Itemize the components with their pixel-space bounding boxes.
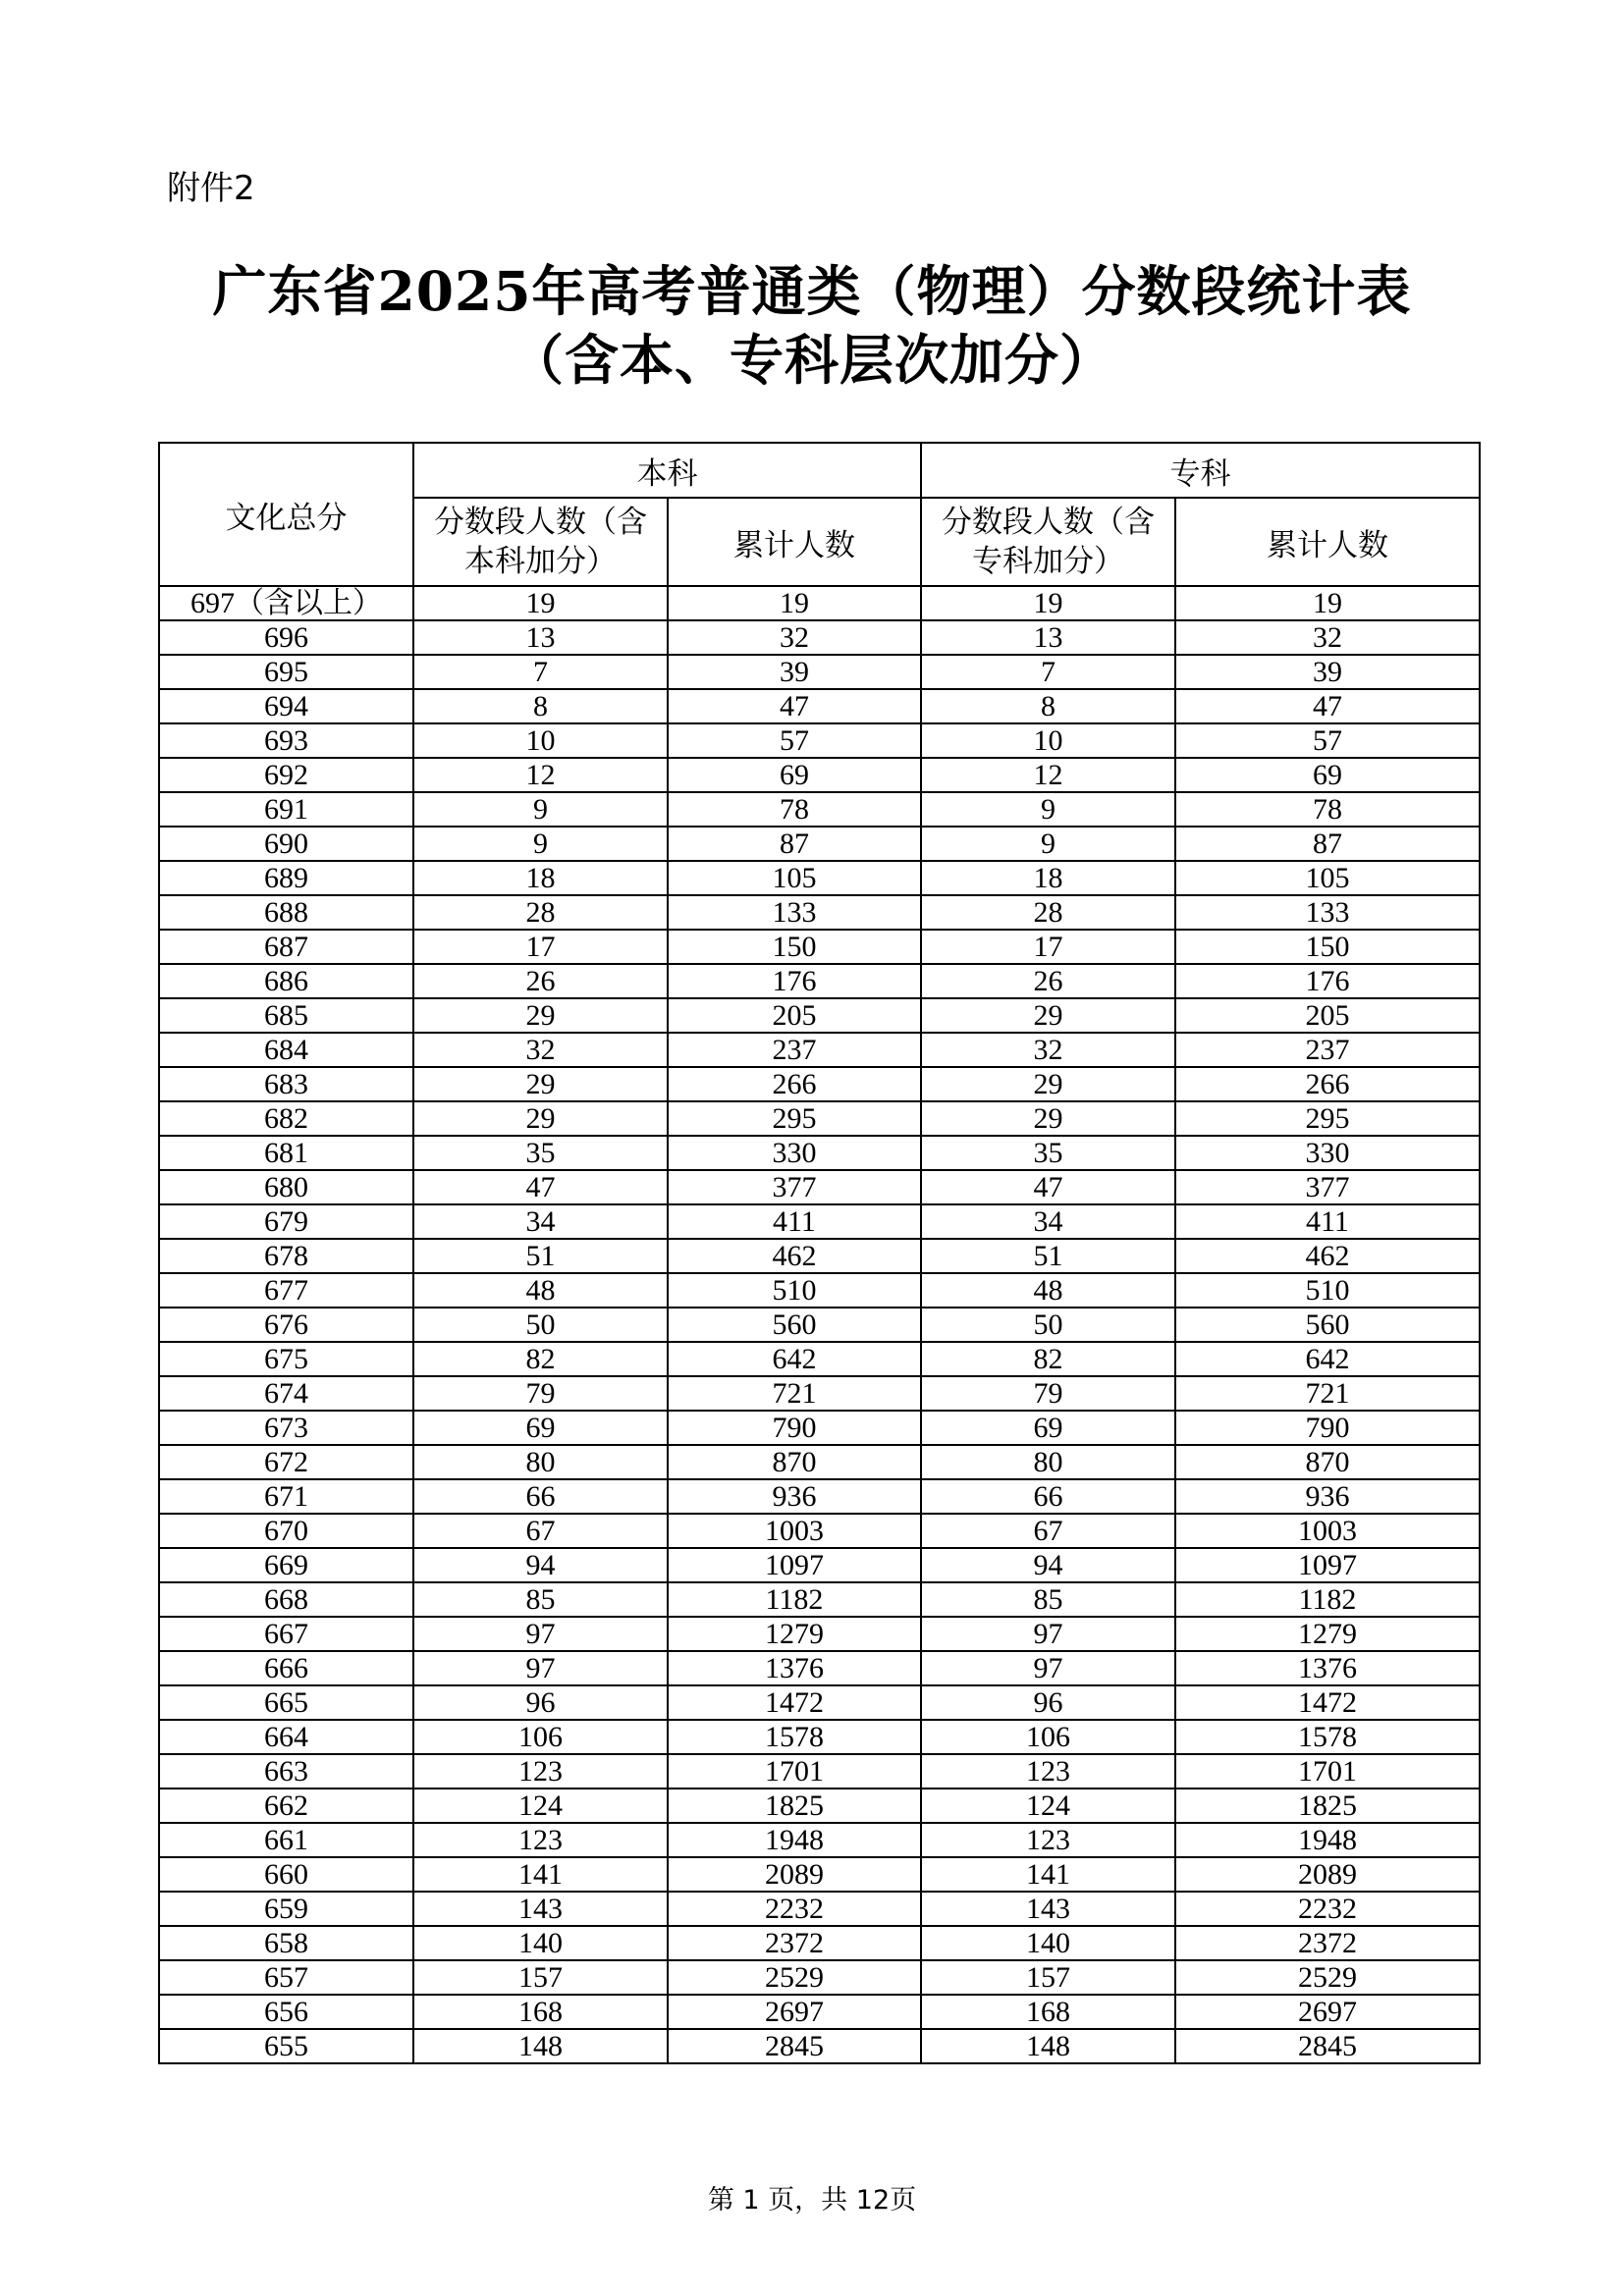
table-row [159,792,1480,827]
cell-junior-count: 97 [921,1651,1175,1685]
cell-undergrad-cumulative: 1376 [668,1651,921,1685]
cell-undergrad-cumulative: 1279 [668,1617,921,1651]
cell-junior-count: 28 [921,895,1175,930]
cell-junior-count: 29 [921,998,1175,1033]
cell-total-score: 677 [159,1273,413,1308]
cell-undergrad-count: 82 [413,1342,668,1376]
cell-undergrad-count: 9 [413,792,668,827]
cell-undergrad-count: 29 [413,1067,668,1101]
cell-undergrad-count: 69 [413,1411,668,1445]
page-subtitle: （含本、专科层次加分） [509,328,1114,392]
cell-junior-count: 50 [921,1308,1175,1342]
cell-junior-count: 26 [921,964,1175,998]
cell-undergrad-cumulative: 462 [668,1239,921,1273]
cell-undergrad-cumulative: 266 [668,1067,921,1101]
cell-junior-count: 35 [921,1136,1175,1170]
table-row [159,1136,1480,1170]
table-row [159,1033,1480,1067]
cell-undergrad-cumulative: 870 [668,1445,921,1479]
cell-junior-count: 143 [921,1892,1175,1926]
cell-junior-count: 124 [921,1789,1175,1823]
cell-junior-count: 34 [921,1204,1175,1239]
cell-junior-cumulative: 642 [1175,1342,1480,1376]
table-row [159,930,1480,964]
cell-junior-cumulative: 1472 [1175,1685,1480,1720]
cell-junior-cumulative: 295 [1175,1101,1480,1136]
cell-total-score: 688 [159,895,413,930]
header-undergrad-count-line2: 本科加分） [464,544,617,579]
cell-undergrad-count: 32 [413,1033,668,1067]
table-row [159,1892,1480,1926]
cell-junior-cumulative: 1279 [1175,1617,1480,1651]
table-row [159,1273,1480,1308]
cell-undergrad-cumulative: 721 [668,1376,921,1411]
cell-junior-cumulative: 69 [1175,758,1480,792]
cell-junior-count: 66 [921,1479,1175,1514]
cell-junior-cumulative: 150 [1175,930,1480,964]
cell-junior-cumulative: 47 [1175,689,1480,723]
cell-junior-count: 13 [921,620,1175,655]
cell-total-score: 695 [159,655,413,689]
cell-total-score: 672 [159,1445,413,1479]
table-row [159,620,1480,655]
cell-undergrad-cumulative: 560 [668,1308,921,1342]
cell-undergrad-count: 12 [413,758,668,792]
cell-junior-count: 85 [921,1582,1175,1617]
cell-undergrad-cumulative: 87 [668,827,921,861]
cell-undergrad-cumulative: 2845 [668,2029,921,2063]
table-row [159,1582,1480,1617]
cell-junior-count: 96 [921,1685,1175,1720]
cell-junior-cumulative: 87 [1175,827,1480,861]
cell-junior-count: 97 [921,1617,1175,1651]
cell-junior-count: 69 [921,1411,1175,1445]
cell-undergrad-count: 13 [413,620,668,655]
cell-total-score: 669 [159,1548,413,1582]
cell-undergrad-count: 66 [413,1479,668,1514]
cell-junior-count: 94 [921,1548,1175,1582]
cell-undergrad-count: 28 [413,895,668,930]
cell-undergrad-count: 123 [413,1823,668,1857]
cell-total-score: 697（含以上） [159,586,413,620]
cell-junior-count: 67 [921,1514,1175,1548]
cell-junior-cumulative: 377 [1175,1170,1480,1204]
cell-undergrad-count: 148 [413,2029,668,2063]
cell-total-score: 696 [159,620,413,655]
cell-total-score: 686 [159,964,413,998]
cell-undergrad-count: 141 [413,1857,668,1892]
table-row [159,1995,1480,2029]
cell-junior-count: 8 [921,689,1175,723]
cell-undergrad-cumulative: 150 [668,930,921,964]
cell-undergrad-count: 29 [413,998,668,1033]
cell-undergrad-cumulative: 2372 [668,1926,921,1960]
table-row [159,689,1480,723]
table-row [159,1514,1480,1548]
table-row [159,1411,1480,1445]
cell-junior-count: 18 [921,861,1175,895]
table-body [159,586,1480,2063]
cell-undergrad-cumulative: 133 [668,895,921,930]
cell-junior-cumulative: 32 [1175,620,1480,655]
cell-junior-cumulative: 1701 [1175,1754,1480,1789]
cell-junior-cumulative: 105 [1175,861,1480,895]
cell-junior-count: 32 [921,1033,1175,1067]
cell-undergrad-count: 7 [413,655,668,689]
cell-undergrad-cumulative: 411 [668,1204,921,1239]
cell-undergrad-cumulative: 936 [668,1479,921,1514]
header-group-undergrad: 本科 [413,443,921,498]
cell-junior-count: 29 [921,1101,1175,1136]
cell-junior-count: 123 [921,1823,1175,1857]
cell-undergrad-count: 67 [413,1514,668,1548]
table-row [159,1685,1480,1720]
cell-junior-cumulative: 1097 [1175,1548,1480,1582]
cell-junior-cumulative: 205 [1175,998,1480,1033]
cell-total-score: 656 [159,1995,413,2029]
table-row [159,1376,1480,1411]
table-row [159,1617,1480,1651]
cell-total-score: 691 [159,792,413,827]
cell-junior-cumulative: 237 [1175,1033,1480,1067]
cell-total-score: 684 [159,1033,413,1067]
cell-junior-cumulative: 870 [1175,1445,1480,1479]
cell-junior-count: 17 [921,930,1175,964]
cell-junior-cumulative: 1003 [1175,1514,1480,1548]
table-row [159,1342,1480,1376]
table-row [159,1857,1480,1892]
cell-undergrad-cumulative: 1182 [668,1582,921,1617]
cell-undergrad-cumulative: 1825 [668,1789,921,1823]
cell-undergrad-count: 80 [413,1445,668,1479]
cell-undergrad-count: 18 [413,861,668,895]
cell-undergrad-count: 140 [413,1926,668,1960]
cell-total-score: 678 [159,1239,413,1273]
cell-total-score: 690 [159,827,413,861]
cell-junior-cumulative: 1948 [1175,1823,1480,1857]
cell-junior-cumulative: 790 [1175,1411,1480,1445]
header-junior-cumulative: 累计人数 [1175,498,1480,586]
cell-undergrad-count: 79 [413,1376,668,1411]
header-undergrad-count-line1: 分数段人数（含 [434,505,647,540]
header-total-score: 文化总分 [159,443,413,586]
cell-undergrad-count: 96 [413,1685,668,1720]
table-row [159,2029,1480,2063]
cell-undergrad-cumulative: 330 [668,1136,921,1170]
header-junior-count [921,498,1175,586]
cell-junior-cumulative: 176 [1175,964,1480,998]
cell-junior-cumulative: 560 [1175,1308,1480,1342]
cell-undergrad-count: 35 [413,1136,668,1170]
table-row [159,1479,1480,1514]
cell-undergrad-cumulative: 510 [668,1273,921,1308]
table-row [159,758,1480,792]
cell-junior-cumulative: 133 [1175,895,1480,930]
table-row [159,861,1480,895]
cell-undergrad-count: 124 [413,1789,668,1823]
table-row [159,1789,1480,1823]
table-row [159,1170,1480,1204]
cell-undergrad-count: 34 [413,1204,668,1239]
cell-total-score: 682 [159,1101,413,1136]
cell-junior-count: 106 [921,1720,1175,1754]
cell-total-score: 693 [159,723,413,758]
cell-total-score: 679 [159,1204,413,1239]
cell-undergrad-count: 48 [413,1273,668,1308]
cell-junior-cumulative: 411 [1175,1204,1480,1239]
cell-junior-count: 51 [921,1239,1175,1273]
cell-junior-count: 47 [921,1170,1175,1204]
cell-junior-count: 80 [921,1445,1175,1479]
table-row [159,1651,1480,1685]
cell-undergrad-count: 51 [413,1239,668,1273]
table-row [159,586,1480,620]
cell-junior-count: 12 [921,758,1175,792]
cell-undergrad-cumulative: 790 [668,1411,921,1445]
cell-undergrad-count: 143 [413,1892,668,1926]
cell-total-score: 663 [159,1754,413,1789]
cell-undergrad-cumulative: 39 [668,655,921,689]
cell-junior-cumulative: 462 [1175,1239,1480,1273]
cell-junior-cumulative: 2845 [1175,2029,1480,2063]
cell-undergrad-cumulative: 1701 [668,1754,921,1789]
table-row [159,1239,1480,1273]
cell-undergrad-cumulative: 105 [668,861,921,895]
cell-total-score: 670 [159,1514,413,1548]
cell-junior-cumulative: 39 [1175,655,1480,689]
cell-junior-cumulative: 510 [1175,1273,1480,1308]
cell-total-score: 657 [159,1960,413,1995]
table-row [159,1720,1480,1754]
cell-undergrad-count: 168 [413,1995,668,2029]
cell-total-score: 660 [159,1857,413,1892]
header-undergrad-cumulative: 累计人数 [668,498,921,586]
cell-undergrad-count: 47 [413,1170,668,1204]
cell-undergrad-count: 10 [413,723,668,758]
cell-total-score: 661 [159,1823,413,1857]
cell-undergrad-count: 19 [413,586,668,620]
cell-junior-cumulative: 2372 [1175,1926,1480,1960]
cell-undergrad-count: 17 [413,930,668,964]
cell-undergrad-cumulative: 2529 [668,1960,921,1995]
cell-junior-cumulative: 936 [1175,1479,1480,1514]
cell-total-score: 662 [159,1789,413,1823]
cell-total-score: 685 [159,998,413,1033]
cell-undergrad-cumulative: 2232 [668,1892,921,1926]
cell-junior-count: 82 [921,1342,1175,1376]
table-row [159,1548,1480,1582]
cell-junior-count: 123 [921,1754,1175,1789]
cell-total-score: 664 [159,1720,413,1754]
cell-undergrad-count: 94 [413,1548,668,1582]
header-junior-count-line2: 专科加分） [972,544,1124,579]
cell-undergrad-cumulative: 642 [668,1342,921,1376]
cell-junior-cumulative: 1182 [1175,1582,1480,1617]
cell-junior-count: 148 [921,2029,1175,2063]
cell-total-score: 665 [159,1685,413,1720]
cell-total-score: 668 [159,1582,413,1617]
cell-total-score: 683 [159,1067,413,1101]
cell-undergrad-cumulative: 2089 [668,1857,921,1892]
cell-total-score: 687 [159,930,413,964]
cell-undergrad-cumulative: 1948 [668,1823,921,1857]
cell-junior-cumulative: 2529 [1175,1960,1480,1995]
cell-total-score: 675 [159,1342,413,1376]
cell-junior-cumulative: 1376 [1175,1651,1480,1685]
cell-total-score: 673 [159,1411,413,1445]
cell-junior-count: 140 [921,1926,1175,1960]
cell-junior-count: 79 [921,1376,1175,1411]
header-group-junior: 专科 [921,443,1480,498]
table-row [159,964,1480,998]
cell-total-score: 655 [159,2029,413,2063]
cell-undergrad-count: 50 [413,1308,668,1342]
cell-junior-count: 19 [921,586,1175,620]
cell-undergrad-cumulative: 295 [668,1101,921,1136]
cell-junior-count: 157 [921,1960,1175,1995]
cell-total-score: 692 [159,758,413,792]
cell-undergrad-cumulative: 237 [668,1033,921,1067]
cell-undergrad-count: 97 [413,1617,668,1651]
cell-junior-cumulative: 57 [1175,723,1480,758]
cell-undergrad-count: 123 [413,1754,668,1789]
cell-junior-cumulative: 78 [1175,792,1480,827]
cell-junior-count: 48 [921,1273,1175,1308]
cell-undergrad-count: 9 [413,827,668,861]
table-row [159,827,1480,861]
cell-total-score: 658 [159,1926,413,1960]
cell-junior-count: 7 [921,655,1175,689]
cell-junior-count: 29 [921,1067,1175,1101]
table-row [159,1101,1480,1136]
cell-junior-cumulative: 1825 [1175,1789,1480,1823]
attachment-label: 附件2 [167,169,255,208]
header-undergrad-count [413,498,668,586]
table-row [159,723,1480,758]
cell-undergrad-cumulative: 47 [668,689,921,723]
cell-junior-cumulative: 266 [1175,1067,1480,1101]
cell-junior-cumulative: 330 [1175,1136,1480,1170]
cell-junior-cumulative: 2697 [1175,1995,1480,2029]
cell-undergrad-cumulative: 377 [668,1170,921,1204]
cell-junior-count: 168 [921,1995,1175,2029]
cell-total-score: 676 [159,1308,413,1342]
cell-undergrad-cumulative: 1003 [668,1514,921,1548]
score-distribution-table [158,442,1481,2064]
cell-total-score: 674 [159,1376,413,1411]
cell-undergrad-count: 85 [413,1582,668,1617]
cell-total-score: 667 [159,1617,413,1651]
cell-undergrad-cumulative: 19 [668,586,921,620]
table-row [159,1067,1480,1101]
page-title: 广东省2025年高考普通类（物理）分数段统计表 [212,259,1412,323]
cell-undergrad-cumulative: 57 [668,723,921,758]
table-row [159,1823,1480,1857]
table-row [159,1926,1480,1960]
table-row [159,895,1480,930]
cell-total-score: 689 [159,861,413,895]
cell-undergrad-count: 29 [413,1101,668,1136]
cell-total-score: 681 [159,1136,413,1170]
cell-undergrad-count: 26 [413,964,668,998]
table-row [159,1754,1480,1789]
cell-junior-cumulative: 2089 [1175,1857,1480,1892]
cell-undergrad-cumulative: 205 [668,998,921,1033]
cell-junior-cumulative: 721 [1175,1376,1480,1411]
table-row [159,655,1480,689]
cell-junior-count: 9 [921,792,1175,827]
table-row [159,1204,1480,1239]
cell-undergrad-cumulative: 176 [668,964,921,998]
cell-total-score: 671 [159,1479,413,1514]
cell-undergrad-cumulative: 32 [668,620,921,655]
table-row [159,1445,1480,1479]
cell-junior-count: 9 [921,827,1175,861]
page-footer: 第 1 页，共 12页 [707,2185,917,2216]
cell-undergrad-cumulative: 78 [668,792,921,827]
cell-undergrad-count: 106 [413,1720,668,1754]
cell-undergrad-count: 157 [413,1960,668,1995]
table-header-row-1 [159,443,1480,498]
cell-undergrad-cumulative: 1097 [668,1548,921,1582]
cell-undergrad-count: 97 [413,1651,668,1685]
cell-undergrad-cumulative: 1472 [668,1685,921,1720]
cell-junior-cumulative: 1578 [1175,1720,1480,1754]
cell-junior-count: 141 [921,1857,1175,1892]
cell-total-score: 694 [159,689,413,723]
cell-junior-cumulative: 19 [1175,586,1480,620]
cell-undergrad-cumulative: 69 [668,758,921,792]
cell-total-score: 666 [159,1651,413,1685]
cell-undergrad-cumulative: 1578 [668,1720,921,1754]
table-row [159,1308,1480,1342]
header-junior-count-line1: 分数段人数（含 [942,505,1155,540]
table-row [159,998,1480,1033]
table-row [159,1960,1480,1995]
cell-undergrad-cumulative: 2697 [668,1995,921,2029]
cell-total-score: 659 [159,1892,413,1926]
cell-junior-count: 10 [921,723,1175,758]
cell-undergrad-count: 8 [413,689,668,723]
cell-total-score: 680 [159,1170,413,1204]
cell-junior-cumulative: 2232 [1175,1892,1480,1926]
